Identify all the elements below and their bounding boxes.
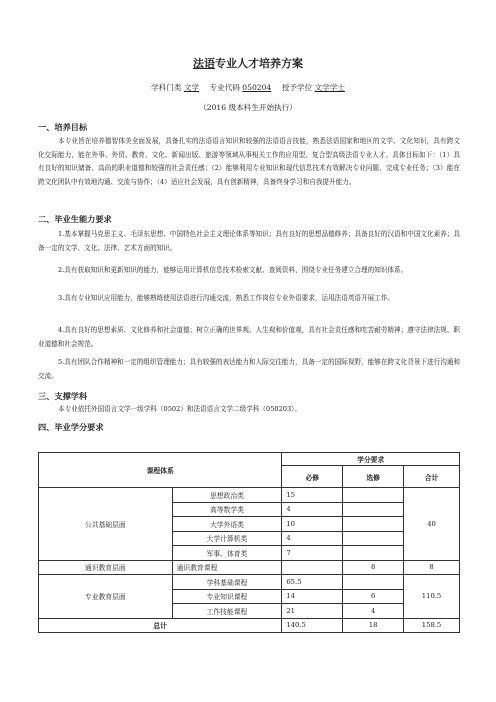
course-name: 军事、体育类: [172, 546, 282, 561]
elective-credit: [343, 531, 404, 546]
ability-item-5: 5.具有团队合作精神和一定的组织管理能力；具有较强的表达能力和人际交往能力，具备一定的国际视野，能够在跨文化背景下进行沟通和交流。: [38, 358, 460, 380]
discipline-value: 文学: [183, 83, 200, 92]
credit-table: [38, 452, 460, 633]
required-credit: 10: [282, 517, 343, 532]
required-credit: 15: [282, 488, 343, 503]
required-credit: [282, 560, 343, 575]
category-public: 公共基础层面: [39, 488, 173, 561]
sum-total: 158.5: [404, 618, 460, 633]
discipline-label: 学科门类: [151, 83, 182, 92]
title-prefix: 法语: [193, 57, 215, 70]
section-4-heading: 四、毕业学分要求: [38, 422, 104, 432]
col-header-elective: 选修: [343, 466, 404, 488]
required-credit: 4: [282, 502, 343, 517]
table-row: [39, 560, 460, 575]
code-value: 050204: [242, 83, 272, 92]
course-name: 通识教育课程: [172, 560, 282, 575]
elective-credit: [343, 488, 404, 503]
degree-label: 授予学位: [281, 83, 313, 92]
course-name: 大学计算机类: [172, 531, 282, 546]
course-name: 工作技能课程: [172, 604, 282, 619]
required-credit: 7: [282, 546, 343, 561]
public-total: 40: [404, 488, 460, 561]
elective-credit: [343, 517, 404, 532]
section-1-paragraph: 本专业旨在培养德智体美全面发展，具备扎实的法语语言知识和较强的法语语言技能，熟悉法语国家和地区的文学、文化知识，具有跨文化交际能力，能在外事、外贸、教育、文化、新闻出版、旅游等领域从事相关工作的应用型、复合型高级法语专业人才。具体目标如下：（1）具有良好的知识储备、高尚的职业道德和较强的社会责任感；（2）能够利用专业知识和现代信息技术有效解决专业问题、完成专业任务；（3）能在跨文化团队中有效地沟通、交流与协作；（4）适应社会发展，具有创新精神，具备终身学习和自我提升能力。: [38, 137, 460, 186]
degree-value: 文学学士: [314, 83, 345, 92]
sum-required: 140.5: [282, 618, 343, 633]
page-title: [0, 55, 496, 71]
section-1-heading: 一、培养目标: [38, 122, 88, 132]
required-credit: 21: [282, 604, 343, 619]
section-3-paragraph: 本专业依托外国语言文学一级学科（0502）和法语语言文学二级学科（050203）。: [58, 405, 302, 413]
code-label: 专业代码: [209, 83, 240, 92]
category-general: 通识教育层面: [39, 560, 173, 575]
ability-item-3: 3.具有专业知识应用能力，能够熟练使用法语进行沟通交流，熟悉工作岗位专业外语要求，运用法语英语开展工作。: [58, 294, 394, 302]
elective-credit: 8: [343, 560, 404, 575]
ability-item-4: 4.具有良好的思想素质、文化修养和社会道德；树立正确的世界观、人生观和价值观，具有社会责任感和吃苦耐劳精神；遵守法律法规、职业道德和社会规范。: [38, 326, 460, 348]
subtitle: （2016 级本科生开始执行）: [199, 103, 297, 112]
title-rest: 专业人才培养方案: [215, 57, 303, 70]
elective-credit: [343, 502, 404, 517]
category-professional: 专业教育层面: [39, 575, 173, 619]
col-header-total: 合计: [404, 466, 460, 488]
col-header-system: 课程体系: [39, 453, 282, 488]
course-name: 高等数学类: [172, 502, 282, 517]
section-2-heading: 二、毕业生能力要求: [38, 214, 112, 224]
col-header-required: 必修: [282, 466, 343, 488]
elective-credit: [343, 546, 404, 561]
general-total: 8: [404, 560, 460, 575]
table-header-row: [39, 453, 460, 466]
elective-credit: [343, 575, 404, 590]
course-name: 思想政治类: [172, 488, 282, 503]
sum-elective: 18: [343, 618, 404, 633]
course-name: 大学外语类: [172, 517, 282, 532]
table-row: [39, 488, 460, 503]
sum-label: 总计: [39, 618, 282, 633]
professional-total: 110.5: [404, 575, 460, 619]
course-name: 专业知识课程: [172, 589, 282, 604]
elective-credit: 6: [343, 589, 404, 604]
course-name: 学科基础课程: [172, 575, 282, 590]
required-credit: 4: [282, 531, 343, 546]
table-sum-row: [39, 618, 460, 633]
table-row: [39, 575, 460, 590]
section-3-heading: 三、支撑学科: [38, 391, 88, 401]
ability-item-1: 1.基本掌握马克思主义、毛泽东思想、中国特色社会主义理论体系等知识；具有良好的思想品德修养；具备良好的汉语和中国文化素养；具备一定的文学、文化、法律、艺术方面的知识。: [38, 230, 460, 252]
required-credit: 65.5: [282, 575, 343, 590]
required-credit: 14: [282, 589, 343, 604]
ability-item-2: 2.具有获取知识和更新知识的能力，能够运用计算机信息技术检索文献、查阅资料，围绕专业任务建立合理的知识体系。: [58, 266, 408, 274]
program-meta: [0, 82, 496, 93]
col-header-credit: 学分要求: [282, 453, 460, 466]
elective-credit: 4: [343, 604, 404, 619]
